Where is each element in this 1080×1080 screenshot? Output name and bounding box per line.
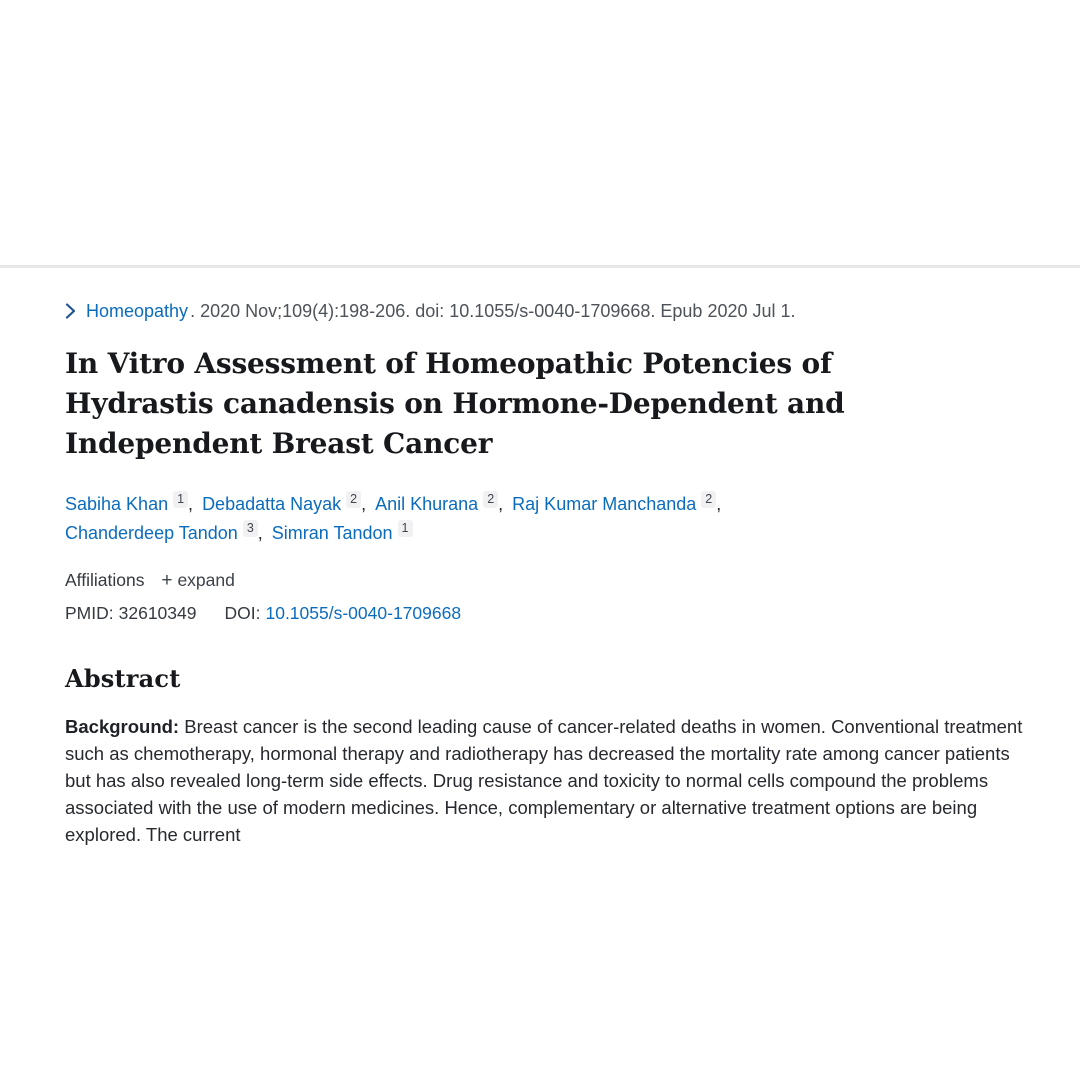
author-link[interactable]: Raj Kumar Manchanda <box>512 494 697 514</box>
author-link[interactable]: Sabiha Khan <box>65 494 169 514</box>
author-affiliation-number[interactable]: 2 <box>701 491 716 508</box>
author-separator: , <box>257 523 268 543</box>
author-affiliation-number[interactable]: 3 <box>243 520 258 537</box>
author-separator: , <box>188 494 199 514</box>
author-separator: , <box>498 494 509 514</box>
doi-label: DOI: <box>224 603 261 623</box>
affiliations-label: Affiliations <box>65 570 145 590</box>
authors-list <box>65 490 795 548</box>
author-link[interactable]: Chanderdeep Tandon <box>65 523 238 543</box>
expand-affiliations-button[interactable] <box>161 570 235 592</box>
doi-link[interactable]: 10.1055/s-0040-1709668 <box>265 603 462 623</box>
author-link[interactable]: Debadatta Nayak <box>202 494 342 514</box>
author-link[interactable]: Anil Khurana <box>375 494 479 514</box>
plus-icon: + <box>161 570 173 591</box>
author-separator: , <box>716 494 722 514</box>
chevron-right-icon <box>65 303 76 319</box>
author-affiliation-number[interactable]: 2 <box>346 491 361 508</box>
journal-link[interactable]: Homeopathy <box>86 301 189 321</box>
author-separator: , <box>361 494 372 514</box>
identifiers-row <box>65 601 1025 625</box>
article-header <box>65 268 1025 848</box>
author-link[interactable]: Simran Tandon <box>271 523 393 543</box>
affiliations-row <box>65 568 1025 592</box>
abstract-background-text: Breast cancer is the second leading cause of cancer-related deaths in women. Conventional treatment such as chemotherapy, hormonal therapy and radiotherapy has decreased the mortality rate among cancer patients but has also revealed long-term side effects. Drug resistance and toxicity to normal cells compound the problems associated with the use of modern medicines. Hence, complementary or alternative treatment options are being explored. The current <box>65 716 1023 845</box>
author-affiliation-number[interactable]: 2 <box>483 491 498 508</box>
abstract-background-label: Background: <box>65 716 180 737</box>
article-title: In Vitro Assessment of Homeopathic Potencies of Hydrastis canadensis on Hormone-Dependent and Independent Breast Cancer <box>65 347 845 460</box>
abstract-paragraph <box>65 713 1025 848</box>
abstract-heading: Abstract <box>65 664 181 693</box>
pmid-label: PMID: <box>65 603 114 623</box>
author-affiliation-number[interactable]: 1 <box>398 520 413 537</box>
expand-label: expand <box>177 570 235 590</box>
author-affiliation-number[interactable]: 1 <box>173 491 188 508</box>
pmid-value: 32610349 <box>118 603 197 623</box>
citation-details: . 2020 Nov;109(4):198-206. doi: 10.1055/s-0040-1709668. Epub 2020 Jul 1. <box>190 301 796 321</box>
journal-citation <box>65 299 1025 323</box>
